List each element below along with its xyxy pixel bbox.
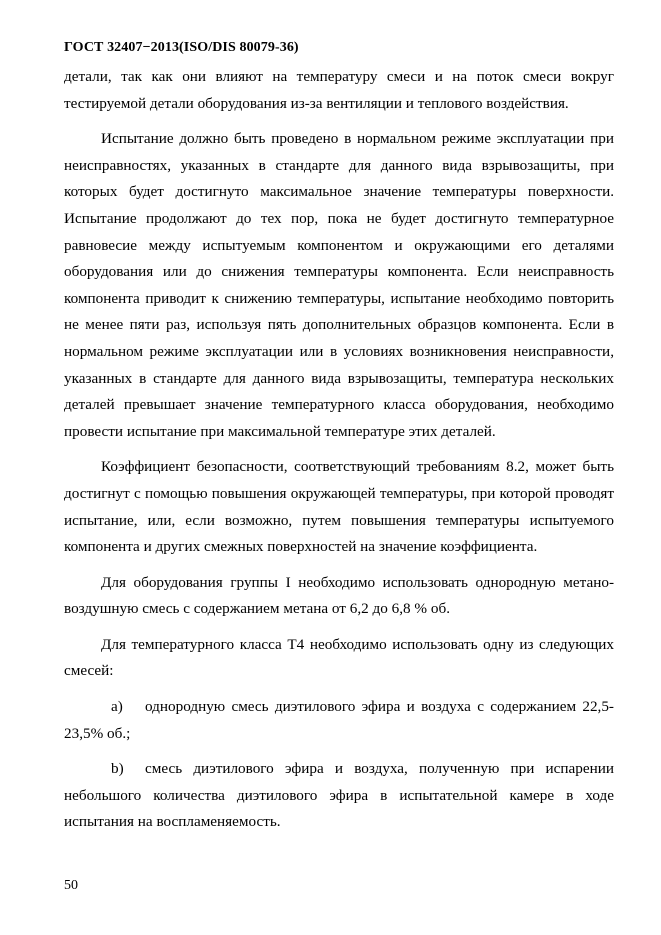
- list-marker: a): [111, 698, 123, 716]
- list-item: [64, 756, 614, 836]
- list-item-text: однородную смесь диэтилового эфира и воздуха с содержанием 22,5-23,5% об.;: [64, 698, 614, 742]
- page-number: 50: [64, 878, 78, 893]
- paragraph-test-conditions: Испытание должно быть проведено в нормальном режиме эксплуатации при неисправностях, указанных в стандарте для данного вида взрывозащиты, при которых будет достигнуто максимальное значение температуры поверхности. Испытание продолжают до тех пор, пока не будет достигнуто температурное равновесие между испытуемым компонентом и окружающими его деталями оборудования или до снижения температуры компонента. Если неисправность компонента приводит к снижению температуры, испытание необходимо повторить не менее пяти раз, используя пять дополнительных образцов компонента. Если в нормальном режиме эксплуатации или в условиях возникновения неисправности, указанных в стандарте для данного вида взрывозащиты, температура нескольких деталей превышает значение температурного класса оборудования, необходимо провести испытание при максимальной температуре этих деталей.: [64, 130, 614, 440]
- paragraph-continuation: детали, так как они влияют на температуру смеси и на поток смеси вокруг тестируемой детали оборудования из-за вентиляции и теплового воздействия.: [64, 68, 614, 112]
- list-marker: b): [111, 760, 124, 778]
- paragraph-class-t4: Для температурного класса Т4 необходимо использовать одну из следующих смесей:: [64, 635, 614, 680]
- paragraph-group-one: Для оборудования группы I необходимо использовать однородную метано-воздушную смесь с содержанием метана от 6,2 до 6,8 % об.: [64, 573, 614, 618]
- document-body: [64, 64, 614, 845]
- list-item-text: смесь диэтилового эфира и воздуха, полученную при испарении небольшого количества диэтилового эфира в испытательной камере в ходе испытания на воспламеняемость.: [64, 760, 614, 831]
- paragraph-safety-factor: Коэффициент безопасности, соответствующий требованиям 8.2, может быть достигнут с помощью повышения окружающей температуры, при которой проводят испытание, или, если возможно, путем повышения температуры испытуемого компонента и других смежных поверхностей на значение коэффициента.: [64, 458, 614, 556]
- list-item: [64, 694, 614, 747]
- document-header: ГОСТ 32407−2013(ISO/DIS 80079-36): [64, 40, 299, 55]
